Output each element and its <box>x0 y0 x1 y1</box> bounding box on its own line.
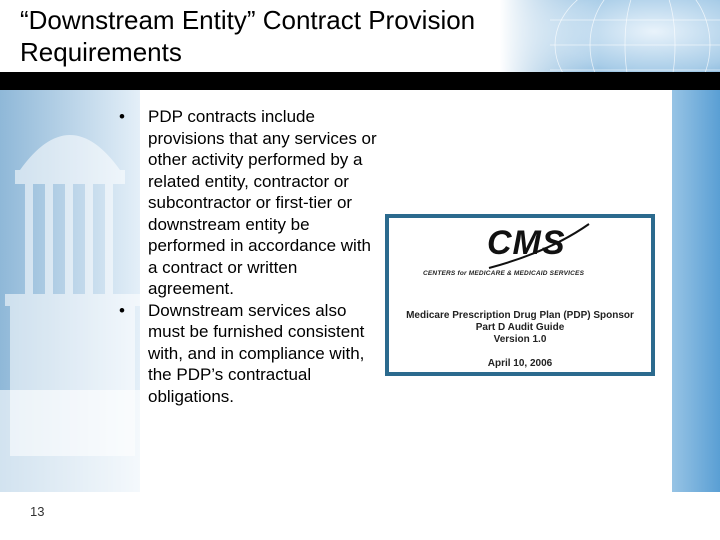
title-bar <box>0 0 720 72</box>
bullet-item <box>115 300 385 408</box>
bullet-marker: • <box>119 300 125 320</box>
bullet-marker: • <box>119 107 125 126</box>
title-rule <box>0 72 720 90</box>
bullet-item <box>115 106 385 300</box>
cover-page <box>389 218 651 372</box>
bullet-text: Downstream services also must be furnished consistent with, and in compliance with, the PDP’s contractual obligations. <box>148 300 365 406</box>
cover-date: April 10, 2006 <box>487 358 553 369</box>
cover-subtitle: Part D Audit Guide <box>475 322 565 333</box>
cms-tagline: CENTERS for MEDICARE & MEDICAID SERVICES <box>423 270 585 277</box>
slide-title: “Downstream Entity” Contract Provision Requirements <box>20 5 476 67</box>
bullet-list <box>115 106 385 407</box>
bullet-text: PDP contracts include provisions that any services or other activity performed by a related entity, contractor or subcontractor or first-tier or downstream entity be performed in accordance with a contract or written agreement. <box>148 107 377 298</box>
cover-version: Version 1.0 <box>493 334 547 345</box>
audit-guide-cover-image <box>385 214 655 376</box>
footer-strip <box>0 492 720 540</box>
slide-number: 13 <box>30 504 45 519</box>
cover-title: Medicare Prescription Drug Plan (PDP) Sponsor <box>406 310 634 321</box>
cms-logo: CMS <box>487 224 566 262</box>
